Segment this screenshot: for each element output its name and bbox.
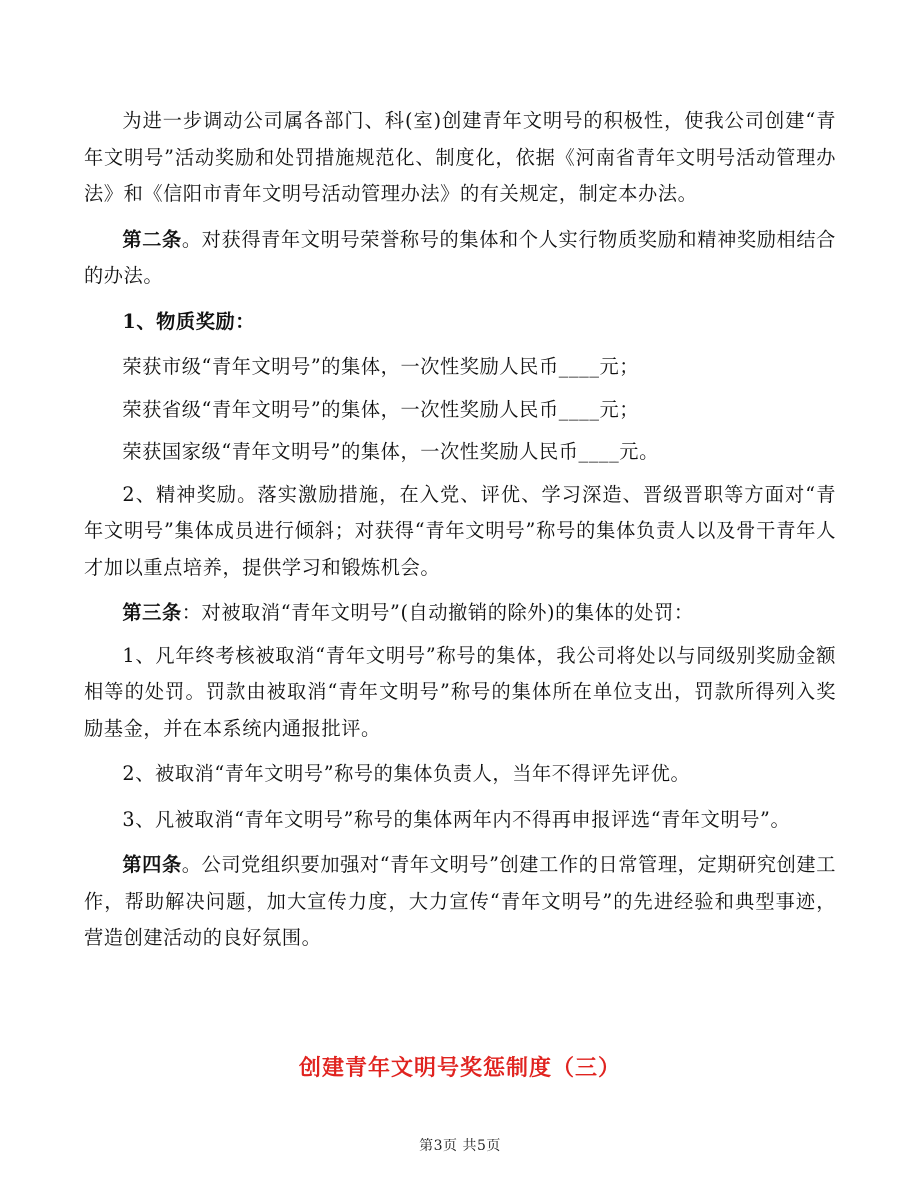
article-label: 第二条 — [122, 227, 182, 251]
article-label: 第四条 — [122, 853, 182, 876]
paragraph-text: 荣获市级“青年文明号”的集体，一次性奖励人民币____元； — [122, 355, 640, 378]
paragraph-spiritual-reward — [84, 477, 836, 587]
subheading-label: 1、物质奖励： — [122, 309, 256, 333]
paragraph-penalty-1 — [84, 638, 836, 748]
paragraph-text: 荣获省级“青年文明号”的集体，一次性奖励人民币____元； — [122, 397, 640, 421]
paragraph-article-4 — [84, 847, 836, 957]
paragraph-article-2 — [84, 222, 836, 295]
paragraph-penalty-2 — [84, 756, 836, 793]
paragraph-national-reward — [84, 434, 836, 471]
paragraph-text: 2、被取消“青年文明号”称号的集体负责人，当年不得评先评优。 — [122, 762, 691, 785]
paragraph-city-reward — [84, 349, 836, 386]
paragraph-intro — [84, 103, 836, 213]
document-body — [84, 103, 836, 957]
paragraph-text: 2、精神奖励。落实激励措施，在入党、评优、学习深造、晋级晋职等方面对“青年文明号”集体成员进行倾斜；对获得“青年文明号”称号的集体负责人以及骨干青年人才加以重点培养，提供学习和锻炼机会。 — [84, 482, 836, 579]
paragraph-province-reward — [84, 392, 836, 429]
page-number-footer: 第3页 共5页 — [419, 1138, 501, 1154]
paragraph-text: 。对获得青年文明号荣誉称号的集体和个人实行物质奖励和精神奖励相结合的办法。 — [84, 227, 836, 287]
paragraph-text: 荣获国家级“青年文明号”的集体，一次性奖励人民币____元。 — [122, 440, 659, 463]
paragraph-text: 1、凡年终考核被取消“青年文明号”称号的集体，我公司将处以与同级别奖励金额相等的处罚。罚款由被取消“青年文明号”称号的集体所在单位支出，罚款所得列入奖励基金，并在本系统内通报批评。 — [84, 643, 836, 740]
paragraph-material-reward-heading — [84, 304, 836, 341]
paragraph-article-3 — [84, 595, 836, 632]
paragraph-text: 为进一步调动公司属各部门、科(室)创建青年文明号的积极性，使我公司创建“青年文明号”活动奖励和处罚措施规范化、制度化，依据《河南省青年文明号活动管理办法》和《信阳市青年文明号活动管理办法》的有关规定，制定本办法。 — [84, 109, 836, 205]
paragraph-text: 。公司党组织要加强对“青年文明号”创建工作的日常管理，定期研究创建工作，帮助解决问题，加大宣传力度，大力宣传“青年文明号”的先进经验和典型事迹，营造创建活动的良好氛围。 — [84, 853, 836, 949]
section-title: 创建青年文明号奖惩制度（三） — [298, 1055, 621, 1081]
paragraph-text: ：对被取消“青年文明号”(自动撤销的除外)的集体的处罚： — [181, 601, 694, 624]
paragraph-text: 3、凡被取消“青年文明号”称号的集体两年内不得再申报评选“青年文明号”。 — [122, 807, 791, 831]
article-label: 第三条 — [122, 601, 182, 624]
paragraph-penalty-3 — [84, 802, 836, 839]
